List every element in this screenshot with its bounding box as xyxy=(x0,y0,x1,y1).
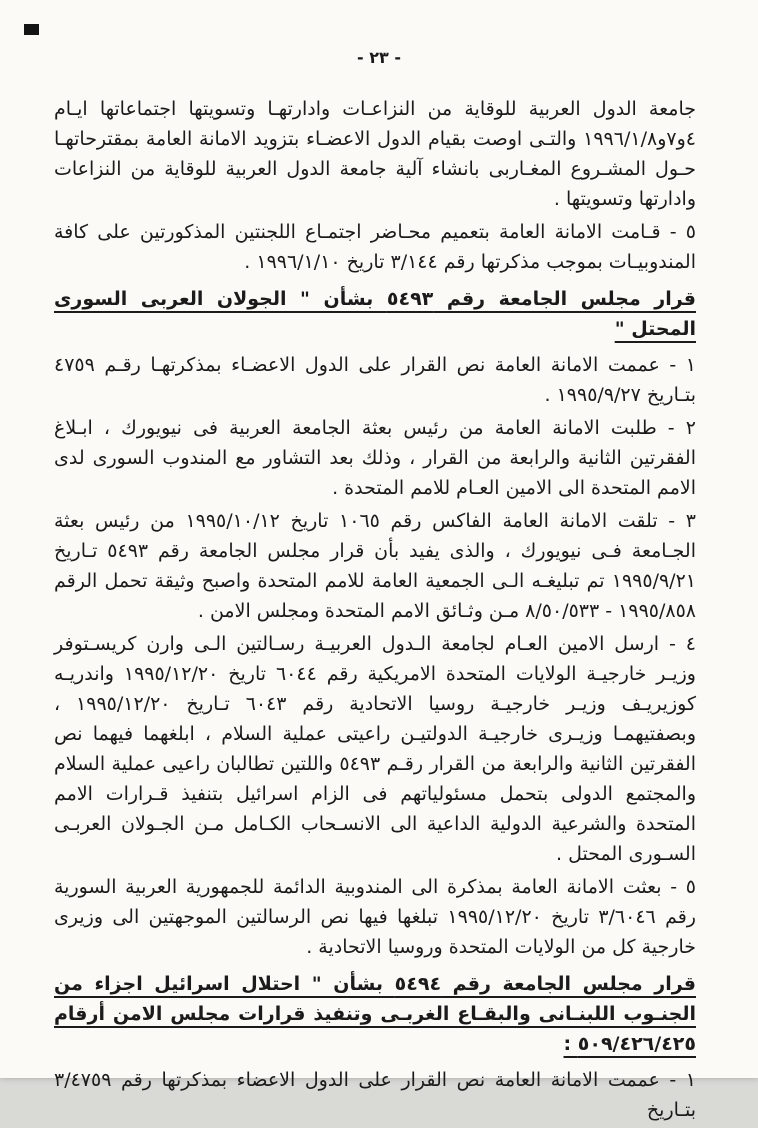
numbered-item-5-memo-syria: ٥ - بعثت الامانة العامة بمذكرة الى المندوبية الدائمة للجمهورية العربية السورية رقم ٣/٦٠٤٦ تاريخ ١٩٩٥/١٢/٢٠ تبلغها فيها نص الرسالتين الموجهتين الى وزيرى خارجية كل من الولايات المتحدة وروسيا الاتحادية . xyxy=(54,876,696,958)
section-heading-resolution-5494: قرار مجلس الجامعة رقم ٥٤٩٤ بشأن " احتلال اسرائيل اجزاء من الجنـوب اللبنـانى والبقـاع الغربـى وتنفيذ قرارات مجلس الامن أرقام ٥٠٩/٤٢٦/٤٢٥ : xyxy=(54,973,696,1055)
numbered-item-2-new-york-mission: ٢ - طلبت الامانة العامة من رئيس بعثة الجامعة العربية فى نيويورك ، ابـلاغ الفقرتين الثانية والرابعة من القرار ، وذلك بعد التشاور مع المندوب السورى لدى الامم المتحدة الى الامين العـام للامم المتحدة . xyxy=(54,417,696,499)
page-number: - ٢٣ - xyxy=(357,48,401,67)
scan-artifact-mark xyxy=(24,24,39,35)
numbered-item-5-circulation: ٥ - قـامت الامانة العامة بتعميم محـاضر اجتمـاع اللجنتين المذكورتين على كافة المندوبيـات بموجب مذكرتها رقم ٣/١٤٤ تاريخ ١٩٩٦/١/١٠ . xyxy=(54,221,696,273)
section-heading-resolution-5493: قرار مجلس الجامعة رقم ٥٤٩٣ بشأن " الجولان العربى السورى المحتل " xyxy=(54,288,696,340)
numbered-item-3-fax-1065: ٣ - تلقت الامانة العامة الفاكس رقم ١٠٦٥ تاريخ ١٩٩٥/١٠/١٢ من رئيس بعثة الجـامعة فـى نيويورك ، والذى يفيد بأن قرار مجلس الجامعة رقم ٥٤٩٣ تـاريخ ١٩٩٥/٩/٢١ تم تبليغـه الـى الجمعية العامة للامم المتحدة واصبح وثيقة تحمل الرقم ١٩٩٥/٨٥٨ - ٨/٥٠/٥٣٣ مـن وثـائق الامم المتحدة ومجلس الامن . xyxy=(54,510,697,622)
numbered-item-4-letters-to-ministers: ٤ - ارسل الامين العـام لجامعة الـدول العربيـة رسـالتين الـى وارن كريسـتوفر وزيـر خارجيـة الولايات المتحدة الامريكية رقم ٦٠٤٤ تاريخ ١٩٩٥/١٢/٢٠ واندريـه كوزيريـف وزيـر خارجيـة روسيا الاتحادية رقم ٦٠٤٣ تـاريخ ١٩٩٥/١٢/٢٠ ، وبصفتيهمـا وزيـرى خارجيـة الدولتيـن راعيتى عملية السلام ، ابلغهما فيهما نص الفقرتين الثانية والرابعة من القرار رقـم ٥٤٩٣ واللتين تطالبان راعيى عملية السلام والمجتمع الدولى بتحمل مسئولياتهم فى الزام اسرائيل بتنفيذ قـرارات الامم المتحدة والشرعية الدولية الداعية الى الانسـحاب الكـامل مـن الجـولان العربـى السـورى المحتل . xyxy=(54,633,696,865)
document-content xyxy=(54,94,696,1128)
numbered-item-1-memo-4759-second: ١ - عممت الامانة العامة نص القرار على الدول الاعضاء بمذكرتها رقم ٣/٤٧٥٩ بتـاريخ xyxy=(54,1069,696,1121)
paragraph-conflict-prevention: جامعة الدول العربية للوقاية من النزاعـات وادارتهـا وتسويتها اجتماعاتها ايـام ٤و٧و١٩٩٦/١/٨ والتـى اوصت بقيام الدول الاعضـاء بتزويد الامانة العامة بمقترحاتهـا حـول المشـروع المغـاربى بانشاء آلية جامعة الدول العربية للوقاية من النزاعات وادارتها وتسويتها . xyxy=(54,98,696,210)
numbered-item-1-memo-4759: ١ - عممت الامانة العامة نص القرار على الدول الاعضـاء بمذكرتهـا رقـم ٤٧٥٩ بتـاريخ ١٩٩٥/٩/٢٧ . xyxy=(54,354,696,406)
